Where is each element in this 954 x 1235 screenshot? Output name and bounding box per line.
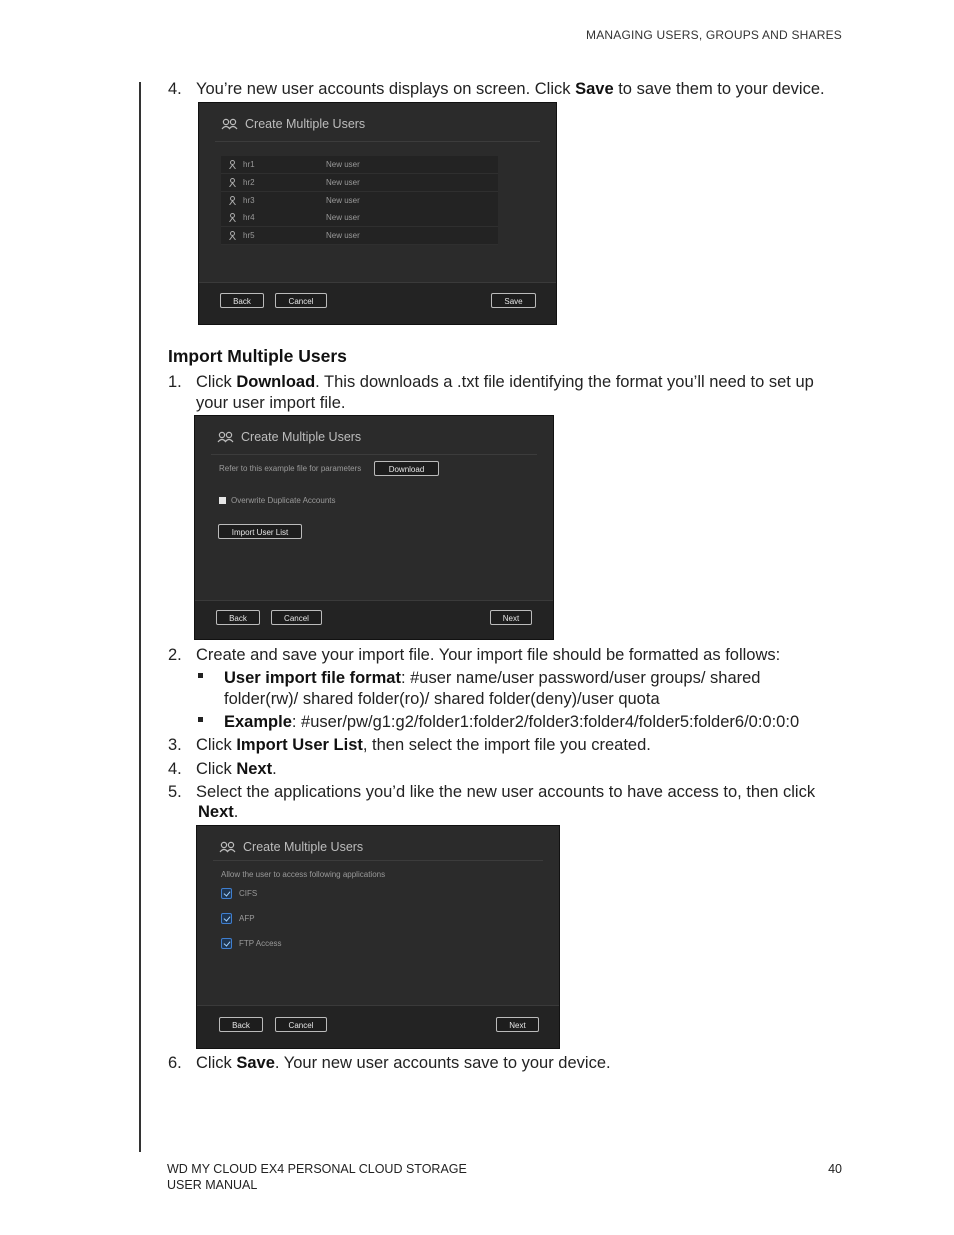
step-number: 3. [168,736,182,754]
back-button[interactable]: Back [220,293,264,308]
step-text: Create and save your import file. Your import file should be formatted as follows: [196,646,781,664]
step-number: 2. [168,646,182,664]
bullet-text: Example: #user/pw/g1:g2/folder1:folder2/folder3:folder4/folder5:folder6/0:0:0:0 [224,713,800,731]
step-text: Click Next. [196,760,277,778]
user-row[interactable]: hr2 New user [221,174,498,192]
create-multiple-users-dialog-import [194,415,554,640]
app-label: AFP [239,914,255,923]
allow-label: Allow the user to access following applications [221,870,386,879]
users-icon [221,118,239,130]
app-label: FTP Access [239,939,282,948]
user-icon [229,160,236,169]
step-text: Click Download. This downloads a .txt file identifying the format you’ll need to set up [196,373,814,391]
bullet-text-continued: folder(rw)/ shared folder(ro)/ shared folder(deny)/user quota [224,690,660,708]
download-button[interactable]: Download [374,461,439,476]
footer-title: WD MY CLOUD EX4 PERSONAL CLOUD STORAGE USER MANUAL [167,1162,467,1192]
step-number: 5. [168,783,182,801]
user-row[interactable]: hr5 New user [221,227,498,245]
afp-checkbox[interactable] [221,913,232,924]
cancel-button[interactable]: Cancel [275,1017,327,1032]
back-button[interactable]: Back [216,610,260,625]
dialog-footer [199,282,556,324]
app-label: CIFS [239,889,258,898]
user-icon [229,196,236,205]
page-number: 40 [828,1162,842,1176]
overwrite-label: Overwrite Duplicate Accounts [231,496,336,505]
ftp-access-checkbox[interactable] [221,938,232,949]
users-icon [217,431,235,443]
step-number: 4. [168,760,182,778]
title-divider [213,860,543,861]
user-icon [229,231,236,240]
dialog-title: Create Multiple Users [217,430,361,444]
section-heading: Import Multiple Users [168,346,347,366]
step-text: Click Import User List, then select the import file you created. [196,736,651,754]
bullet-marker [198,673,203,678]
step-number: 4. [168,80,182,98]
dialog-title: Create Multiple Users [219,840,363,854]
dialog-title: Create Multiple Users [221,117,365,131]
cancel-button[interactable]: Cancel [271,610,322,625]
user-icon [229,213,236,222]
step-text: You’re new user accounts displays on screen. Click Save to save them to your device. [196,80,825,98]
next-button[interactable]: Next [490,610,532,625]
refer-label: Refer to this example file for parameters [219,464,362,473]
back-button[interactable]: Back [219,1017,263,1032]
import-user-list-button[interactable]: Import User List [218,524,302,539]
overwrite-checkbox[interactable] [219,497,226,504]
user-row[interactable]: hr3 New user [221,192,498,210]
margin-rule [139,82,141,1152]
cancel-button[interactable]: Cancel [275,293,327,308]
user-row[interactable]: hr1 New user [221,156,498,174]
step-number: 6. [168,1054,182,1072]
dialog-footer [195,600,553,639]
step-text: Click Save. Your new user accounts save to your device. [196,1054,611,1072]
running-header: MANAGING USERS, GROUPS AND SHARES [586,28,842,42]
title-divider [215,141,540,142]
next-button[interactable]: Next [496,1017,539,1032]
user-row[interactable]: hr4 New user [221,209,498,227]
step-number: 1. [168,373,182,391]
step-text-continued: your user import file. [196,394,346,412]
user-icon [229,178,236,187]
step-text: Select the applications you’d like the new user accounts to have access to, then click [196,783,816,801]
step-text-continued: Next. [198,803,239,821]
title-divider [211,454,537,455]
create-multiple-users-dialog-review [198,102,557,325]
bullet-marker [198,717,203,722]
create-multiple-users-dialog-apps [196,825,560,1049]
save-button[interactable]: Save [491,293,536,308]
bullet-text: User import file format: #user name/user password/user groups/ shared [224,669,761,687]
users-icon [219,841,237,853]
cifs-checkbox[interactable] [221,888,232,899]
dialog-footer [197,1005,559,1048]
